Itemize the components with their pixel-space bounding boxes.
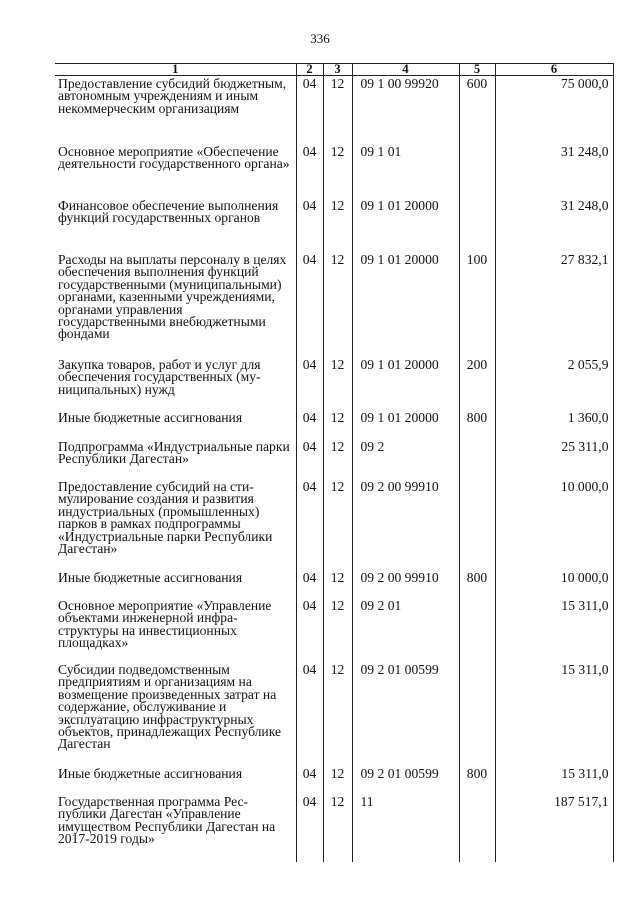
row-amount: 187 517,1 [495,794,613,862]
row-rz: 04 [296,598,323,662]
row-pr: 12 [323,662,352,766]
row-vr [459,439,495,479]
table-row [55,252,613,357]
row-amount: 75 000,0 [495,76,613,145]
row-vr: 100 [459,252,495,357]
row-name: Предоставление субсидий бюджетным, автономным учреждениям и иным некоммерческим организациям [55,76,296,145]
row-amount: 15 311,0 [495,766,613,794]
row-vr [459,198,495,252]
row-rz: 04 [296,198,323,252]
row-rz: 04 [296,570,323,598]
header-col-4: 4 [352,64,459,76]
table-row [55,479,613,570]
row-amount: 1 360,0 [495,410,613,439]
row-name: Закупка товаров, работ и услуг для обеспечения государственных (муниципальных) нужд [55,357,296,410]
table-row [55,439,613,479]
row-pr: 12 [323,252,352,357]
row-vr: 800 [459,410,495,439]
row-csr: 09 1 01 [352,144,459,198]
row-name: Основное мероприятие «Управление объектами инженерной инфраструктуры на инвестиционных площадках» [55,598,296,662]
row-csr: 09 1 01 20000 [352,252,459,357]
row-rz: 04 [296,662,323,766]
row-rz: 04 [296,766,323,794]
table-row [55,766,613,794]
header-row [55,64,613,76]
header-col-1: 1 [55,64,296,76]
row-name: Основное мероприятие «Обеспечение деятельности государственного органа» [55,144,296,198]
row-name: Иные бюджетные ассигнования [55,410,296,439]
table-row [55,76,613,145]
row-rz: 04 [296,479,323,570]
row-name: Предоставление субсидий на стимулирование создания и развития индустриальных (промышленных) парков в рамках подпрограммы «Индустриальные парки Республики Дагестан» [55,479,296,570]
row-amount: 31 248,0 [495,144,613,198]
row-csr: 09 2 01 00599 [352,766,459,794]
row-pr: 12 [323,198,352,252]
row-name: Субсидии подведомственным предприятиям и организациям на возмещение произведенных затрат на содержание, обслуживание и эксплуатацию инфраструктурных объектов, принадлежащих Республике Дагестан [55,662,296,766]
row-vr [459,598,495,662]
row-vr: 800 [459,766,495,794]
row-csr: 09 2 00 99910 [352,570,459,598]
table-row [55,598,613,662]
row-pr: 12 [323,794,352,862]
row-csr: 09 2 01 [352,598,459,662]
row-vr [459,144,495,198]
row-vr: 600 [459,76,495,145]
row-csr: 09 1 01 20000 [352,410,459,439]
table-row [55,410,613,439]
table-row [55,144,613,198]
row-name: Государственная программа Республики Дагестан «Управление имуществом Республики Дагестан на 2017-2019 годы» [55,794,296,862]
header-col-2: 2 [296,64,323,76]
row-amount: 27 832,1 [495,252,613,357]
row-amount: 2 055,9 [495,357,613,410]
row-pr: 12 [323,598,352,662]
row-amount: 15 311,0 [495,598,613,662]
row-amount: 15 311,0 [495,662,613,766]
row-name: Расходы на выплаты персоналу в целях обеспечения выполнения функций государственными (муниципальными) органами, казенными учреждениями, органами управления государственными внебюджетными фондами [55,252,296,357]
row-vr [459,479,495,570]
row-rz: 04 [296,357,323,410]
row-vr [459,794,495,862]
row-pr: 12 [323,410,352,439]
header-col-3: 3 [323,64,352,76]
table-row [55,794,613,862]
row-rz: 04 [296,439,323,479]
page-number: 336 [310,31,330,46]
row-pr: 12 [323,357,352,410]
row-pr: 12 [323,439,352,479]
row-vr [459,662,495,766]
table-row [55,357,613,410]
row-amount: 10 000,0 [495,479,613,570]
row-csr: 09 1 00 99920 [352,76,459,145]
row-rz: 04 [296,144,323,198]
row-csr: 09 2 01 00599 [352,662,459,766]
row-rz: 04 [296,252,323,357]
row-vr: 800 [459,570,495,598]
budget-table [55,63,614,862]
row-amount: 10 000,0 [495,570,613,598]
row-pr: 12 [323,479,352,570]
row-pr: 12 [323,76,352,145]
table-row [55,662,613,766]
row-csr: 11 [352,794,459,862]
row-name: Подпрограмма «Индустриальные парки Республики Дагестан» [55,439,296,479]
row-name: Иные бюджетные ассигнования [55,570,296,598]
row-csr: 09 2 00 99910 [352,479,459,570]
table-row [55,570,613,598]
row-vr: 200 [459,357,495,410]
row-pr: 12 [323,766,352,794]
row-amount: 31 248,0 [495,198,613,252]
row-rz: 04 [296,794,323,862]
table-row [55,198,613,252]
row-pr: 12 [323,144,352,198]
row-csr: 09 1 01 20000 [352,198,459,252]
header-col-5: 5 [459,64,495,76]
row-csr: 09 2 [352,439,459,479]
row-rz: 04 [296,410,323,439]
header-col-6: 6 [495,64,613,76]
row-pr: 12 [323,570,352,598]
row-name: Иные бюджетные ассигнования [55,766,296,794]
row-csr: 09 1 01 20000 [352,357,459,410]
row-amount: 25 311,0 [495,439,613,479]
row-name: Финансовое обеспечение выполнения функций государственных органов [55,198,296,252]
row-rz: 04 [296,76,323,145]
